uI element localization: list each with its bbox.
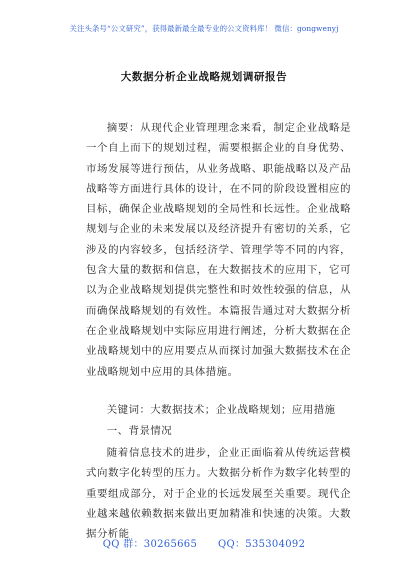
promo-header-note: 关注头条号“公文研究”，获得最新最全最专业的公文资料库！ 微信：gongwenyj — [69, 24, 339, 33]
section-heading: 一、背景情况 — [106, 425, 173, 437]
footer-qq-group: QQ 群：30265665 — [102, 539, 198, 550]
abstract-paragraph: 摘要：从现代企业管理理念来看，制定企业战略是一个自上而下的规划过程，需要根据企业的自身优势、市场发展等进行预估，从业务战略、职能战略以及产品战略等方面进行具体的设计，在不同的阶段设置相应的目标，确保企业战略规划的全局性和长远性。企业战略规划与企业的未来发展以及经济提升有密切的关系，它涉及的内容较多，包括经济学、管理学等不同的内容，包含大量的数据和信息，在大数据技术的应用下，它可以为企业战略规划提供完整性和时效性较强的信息，从而确保战略规划的有效性。本篇报告通过对大数据分析在企业战略规划中实际应用进行阐述，分析大数据在企业战略规划中的应用要点从而探讨加强大数据技术在企业战略规划中应用的具体措施。 — [86, 122, 351, 378]
document-title: 大数据分析企业战略规划调研报告 — [120, 71, 288, 83]
keywords-line: 关键词：大数据技术；企业战略规划；应用措施 — [106, 404, 336, 416]
footer-qq: QQ：535304092 — [217, 539, 306, 550]
body-paragraph: 随着信息技术的进步，企业正面临着从传统运营模式向数字化转型的压力。大数据分析作为数字化转型的重要组成部分，对于企业的长远发展至关重要。现代企业越来越依赖数据来做出更加精准和快速的决策。大数据分析能 — [86, 447, 351, 541]
footer-contact — [0, 535, 408, 550]
